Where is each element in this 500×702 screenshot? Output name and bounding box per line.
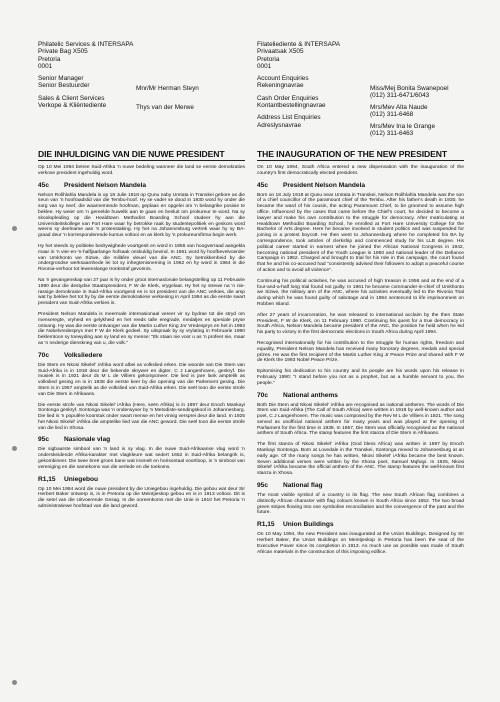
left-title: DIE INHULDIGING VAN DIE NUWE PRESIDENT	[38, 149, 225, 159]
section-heading	[257, 182, 464, 190]
section-code: R1,15	[257, 521, 275, 529]
body-paragraph: Born on 18 July 1918 at Qunu near Umtata in Transkei, Nelson Rolihlahla Mandela was the son of a chief councillor of the paramount chief of the Tembu. After his father's death in 1930, he became the ward of his cousin, the acting Paramount Chief, to be groomed to assume high office. Influenced by the cases that came before the Chief's court, he decided to become a lawyer and make his own contribution to the struggle for democracy. After matriculating at Healdtown Methodist Boarding School, he enrolled at Fort Hare University College for the Bachelor of Arts degree. Here he became involved in student politics and was suspended for joining in a protest boycott. He then went to Johannesburg where he completed his BA by correspondence, took articles of clerkship and commenced study for his LLB degree. His political career started in earnest when he joined the African National Congress in 1942, becoming national president of the Youth League in 1950 and national leader of the Defiance Campaign in 1952. Charged and brought to trial for his role in this campaign, the court found that he and his co-accused had "consistently advised their followers to adopt a peaceful course of action and to avoid all violence".	[257, 192, 464, 273]
contact-role: Senior Manager	[38, 75, 84, 83]
body-paragraph: Op 10 Mei 1994 word die nuwe president by die Uniegebou ingehuldig. Die gebou wat deur Sir Herbert Baker ontwerp is, is in Pretoria op die Meintjieskop gebou en is in 1913 voltooi. Dit is die setel van die Uitvoerende Gesag. In die ooreenkoms met die Unie in 1910 het Pretoria 'n administratiewe hoofstad van die land geword.	[38, 486, 245, 510]
body-paragraph: Nelson Rolihlahla Mandela is op 18 Julie 1918 op Qunu naby Umtata in Transkei gebore as die seun van 'n hoofraadslid van die Tembu-hoof. Hy se vader se dood in 1930 word hy onder die sorg van sy neef, die waarnemende hoofman, geplaas en opgelei om 'n belangrike posisie te beklee. Hy weier om 'n gereelde huwelik aan te gaan en besluit om prokureur te word. Na sy skoolopleiding op die Healdtown Methodist Boarding School studeer hy aan die Universiteitskollege van Fort Hare waar hy betrokke raak by studentepolitiek en geskors word weens sy deelname aan 'n protesstaking. Hy het na Johannesburg vertrek waar hy sy BA-graad deur 'n korresponderende kursus voltooi en as klerk by 'n prokureursfirma begin werk.	[38, 192, 245, 239]
contact-name-phone	[370, 85, 449, 100]
section-title: National anthems	[283, 391, 338, 399]
contact-phone: (012) 311-6463	[370, 130, 414, 138]
section-code: 70c	[257, 391, 269, 399]
section-title: Uniegebou	[64, 475, 99, 483]
contact-role: Account Enquiries	[257, 75, 309, 83]
contact-role: Verkope & Kliëntediente	[38, 102, 107, 110]
body-paragraph: Continuing his political activities, he was accused of high treason in 1956 and at the end of a four-and-a-half long trial found not guilty. In 1961 he became commander-in-chief of Umkhonto we Sizwe, the military arm of the ANC, where his activities eventually led to the Rivonia Trial during which he was found guilty of sabotage and in 1964 sentenced to life imprisonment on Robben Island.	[257, 278, 464, 307]
body-paragraph: After 27 years of incarceration, he was released to international acclaim by the then State President, F W de Klerk, on 11 February 1990. Continuing his quest for a true democracy in South Africa, Nelson Mandela became president of the ANC, the position he held when he led his party to victory in the first democratic elections in South Africa during April 1994.	[257, 312, 464, 336]
body-paragraph: On 10 May 1994, the new President was inaugurated at the Union Buildings. Designed by Sir Herbert Baker, the Union Buildings on Meintjeskop in Pretoria has been the seat of the Executive Power since its completion in 1913. As much use as possible was made of South African materials in the construction of this imposing edifice.	[257, 532, 464, 555]
section-heading	[257, 392, 464, 400]
sender-org: Filateliediente & INTERSAPA	[257, 41, 340, 48]
sender-address-line: Pretoria	[257, 55, 280, 63]
sender-block-left	[38, 41, 133, 109]
section-code: 70c	[38, 351, 50, 359]
section-heading	[38, 476, 245, 484]
contact-role: Rekeningnavrae	[257, 82, 304, 90]
punch-hole	[12, 226, 17, 231]
right-title: THE INAUGURATION OF THE NEW PRESIDENT	[257, 149, 447, 159]
section-heading	[38, 182, 245, 190]
punch-hole	[12, 680, 17, 685]
sender-address-line: Private Bag X505	[38, 48, 88, 56]
contact-name: Thys van der Merwe	[136, 104, 194, 111]
body-paragraph: The most visible symbol of a country is its flag. The new South African flag combines a distinctly African character with flag colours known in South Africa since 1652. The two broad green stripes flowing into one symbolise reconciliation and the convergence of the past and the future.	[257, 493, 464, 516]
body-paragraph: The first stanza of Nkosi Sikelel' iAfrika (God bless Africa) was written in 1897 by Enoch Mankayi Sontonga. Born at Lovedale in the Transkei, Sontonga moved to Johannesburg at an early age. Of the many songs he has written, Nkosi Sikelel' iAfrika became the best known. Seven additional verses were written by the Xhosa poet, Samuel Mqhayi. In 1925, Nkosi Sikelel' iAfrika became the official anthem of the ANC. The stamp features the well-known first stanza in Xhosa.	[257, 442, 464, 477]
section-title: President Nelson Mandela	[64, 181, 147, 189]
section-heading	[38, 436, 245, 444]
intro-paragraph: On 10 May 1994, South Africa entered a new dispensation with the inauguration of the country's first democratically elected president.	[257, 165, 464, 176]
contact-role: Adreslysnavrae	[257, 121, 302, 129]
section-code: R1,15	[38, 475, 56, 483]
section-code: 95c	[257, 482, 269, 490]
intro-paragraph: Op 10 Mei 1994 betree Suid-Afrika 'n nuwe bedeling wanneer die land se eerste demokraties verkose president ingehuldig word.	[38, 165, 245, 176]
contact-phone: (012) 311-6471/6043	[370, 92, 430, 100]
contact-role: Sales & Client Services	[38, 94, 105, 102]
punch-hole	[12, 446, 17, 451]
body-paragraph: President Nelson Mandela is meermale internasionaal vereer vir sy bydrae tot die stryd om menseregte, vryheid en gelykheid en het reeds talle eregrade, medaljes en spesiale pryse ontvang. Hy was die eerste ontvanger van die Martin Luther King Jnr Vredesprys en het in 1993 die Nobelvredesprys met F W de Klerk gedeel. Sy uitspraak by sy vrylating in Februarie 1990 beklemtoon sy toewyding aan sy land en sy mense: "Ek staan nie voor u as 'n profeet nie, maar as 'n nederige dienskneg van u, die volk."	[38, 311, 245, 346]
sender-address-line: Privaatsak X505	[257, 48, 304, 56]
contact-role: Address List Enquiries	[257, 114, 321, 122]
body-paragraph: Epitomising his dedication to his country and its people are his words upon his release in February 1990: "I stand before you not as a prophet, but as a humble servant to you, the people."	[257, 369, 464, 386]
body-paragraph: Die Stem en Nkosi Sikelel' iAfrika word albei as volkslied erken. Die woorde van Die Stem van Suid-Afrika is in 1918 deur die bekende skrywer en digter, C J Langenhoven, geskryf. Die musiek is in 1921 deur ds M L de Villiers gekomponeer. Die lied is jare lank amptelik as volkslied gesing en is in 1938 die eerste keer by die opening van die Parlement gesing. Die Stem is in 1957 amptelik as die volkslied van Suid-Afrika erken. Die seël toon die eerste strofe van Die Stem in Afrikaans.	[38, 362, 245, 397]
right-column	[257, 165, 464, 560]
section-title: Union Buildings	[283, 521, 334, 529]
section-heading	[257, 482, 464, 490]
sender-address-line: Pretoria	[38, 55, 61, 63]
sender-block-right	[257, 41, 340, 129]
body-paragraph: Die eerste strofe van Nkosi Sikelel' iAfrika (Here, seën Afrika) is in 1897 deur Enoch Mankayi Sontonga geskryf. Sontonga was 'n onderwyser by 'n Metodiste-sendingskool in Johannesburg. Die lied is 'n populêre koorstuk onder swart mense en het vinnig versprei deur die land. In 1925 het Nkosi Sikelel' iAfrika die amptelike lied van die ANC geword. Die seël toon die eerste strofe van die lied in Xhosa.	[38, 402, 245, 431]
section-heading	[38, 352, 245, 360]
left-title-rule	[38, 160, 245, 161]
contact-role: Senior Bestuurder	[38, 82, 90, 90]
body-paragraph: Both Die Stem and Nkosi Sikelel' iAfrika are recognised as national anthems. The words of Die Stem van Suid-Afrika (The Call of South Africa) were written in 1918 by well-known author and poet, C J Langenhoven. The music was composed by the Rev M L de Villiers in 1921. The song served as unofficial national anthem for many years and was played at the opening of Parliament for the first time in 1938. In 1957, Die Stem was officially recognised as the national anthem of South Africa. The stamp features the first stanza of Die Stem in Afrikaans.	[257, 402, 464, 437]
body-paragraph: Die sigbaarste simbool van 'n land is sy vlag. In die nuwe Suid-Afrikaanse vlag word 'n onderskeidende Afrika-karakter met vlagkleure wat sedert 1652 in Suid-Afrika belangrik is, gekombineer. Die twee breë groen bane wat insmelt en horisontaal voortloop, is 'n simbool van vereniging en die samekoms van die verlede en die toekoms.	[38, 447, 245, 470]
section-code: 45c	[257, 181, 269, 189]
sender-address-line: 0001	[257, 62, 272, 70]
contact-name: Mrs/Mev Ina le Grange	[370, 123, 435, 130]
contact-role: Cash Order Enquiries	[257, 94, 319, 102]
body-paragraph: Recognised internationally for his contribution to the struggle for human rights, freedom and equality, President Nelson Mandela has received many honorary degrees, medals and special prizes. He was the first recipient of the Martin Luther King Jr Peace Prize and shared with F W de Klerk the 1993 Nobel Peace Prize.	[257, 340, 464, 364]
contact-name: Mrs/Mev Alta Naude	[370, 104, 428, 111]
sender-org: Philatelic Services & INTERSAPA	[38, 41, 134, 48]
section-title: National flag	[283, 482, 323, 490]
section-title: President Nelson Mandela	[283, 181, 366, 189]
contact-name-phone	[370, 123, 435, 138]
right-title-rule	[257, 160, 464, 161]
left-column	[38, 165, 245, 515]
contact-name-phone	[370, 104, 428, 119]
contact-name: Miss/Mej Bonita Swanepoel	[370, 85, 449, 92]
contact-phone: (012) 311-6468	[370, 111, 414, 119]
body-paragraph: Na 'n gevangenskap van 27 jaar is hy onder groot internasionale belangstelling op 11 Februarie 1990 deur die destydse Staatspresident, F W de Klerk, vrygelaat. Hy het sy strewe na 'n nie-rassige demokrasie in Suid-Afrika voortgesit en is tot president van die ANC verkies, die amp wat hy beklee het tot hy by die eerste demokratiese verkiesing in April 1994 as die eerste swart president van Suid-Afrika verkies is.	[38, 277, 245, 307]
section-heading	[257, 521, 464, 529]
contact-role: Kontantbestellingnavrae	[257, 102, 326, 110]
section-title: Volksliedere	[64, 351, 103, 359]
section-title: Nasionale vlag	[64, 436, 111, 444]
sender-address-line: 0001	[38, 62, 53, 70]
contact-name: Mnr/Mr Herman Steyn	[136, 85, 199, 92]
section-code: 95c	[38, 436, 50, 444]
body-paragraph: Hy het steeds sy politieke bedrywighede voortgesit en word in 1956 van hoogverraad aangekla maar in 'n vier-en-'n-halfjaarlange hofsaak onskuldig bevind. In 1961 word hy hoofbevelvoerder van Umkhonto we Sizwe, die militêre vleuel van die ANC. Sy betrokkenheid by die ondergrondse werksaamhede lei tot sy inhegtenisneming in 1962 en hy word in 1964 in die Rivonia-verhoor tot lewenslange tronkstraf gevonnis.	[38, 243, 245, 273]
section-code: 45c	[38, 181, 50, 189]
